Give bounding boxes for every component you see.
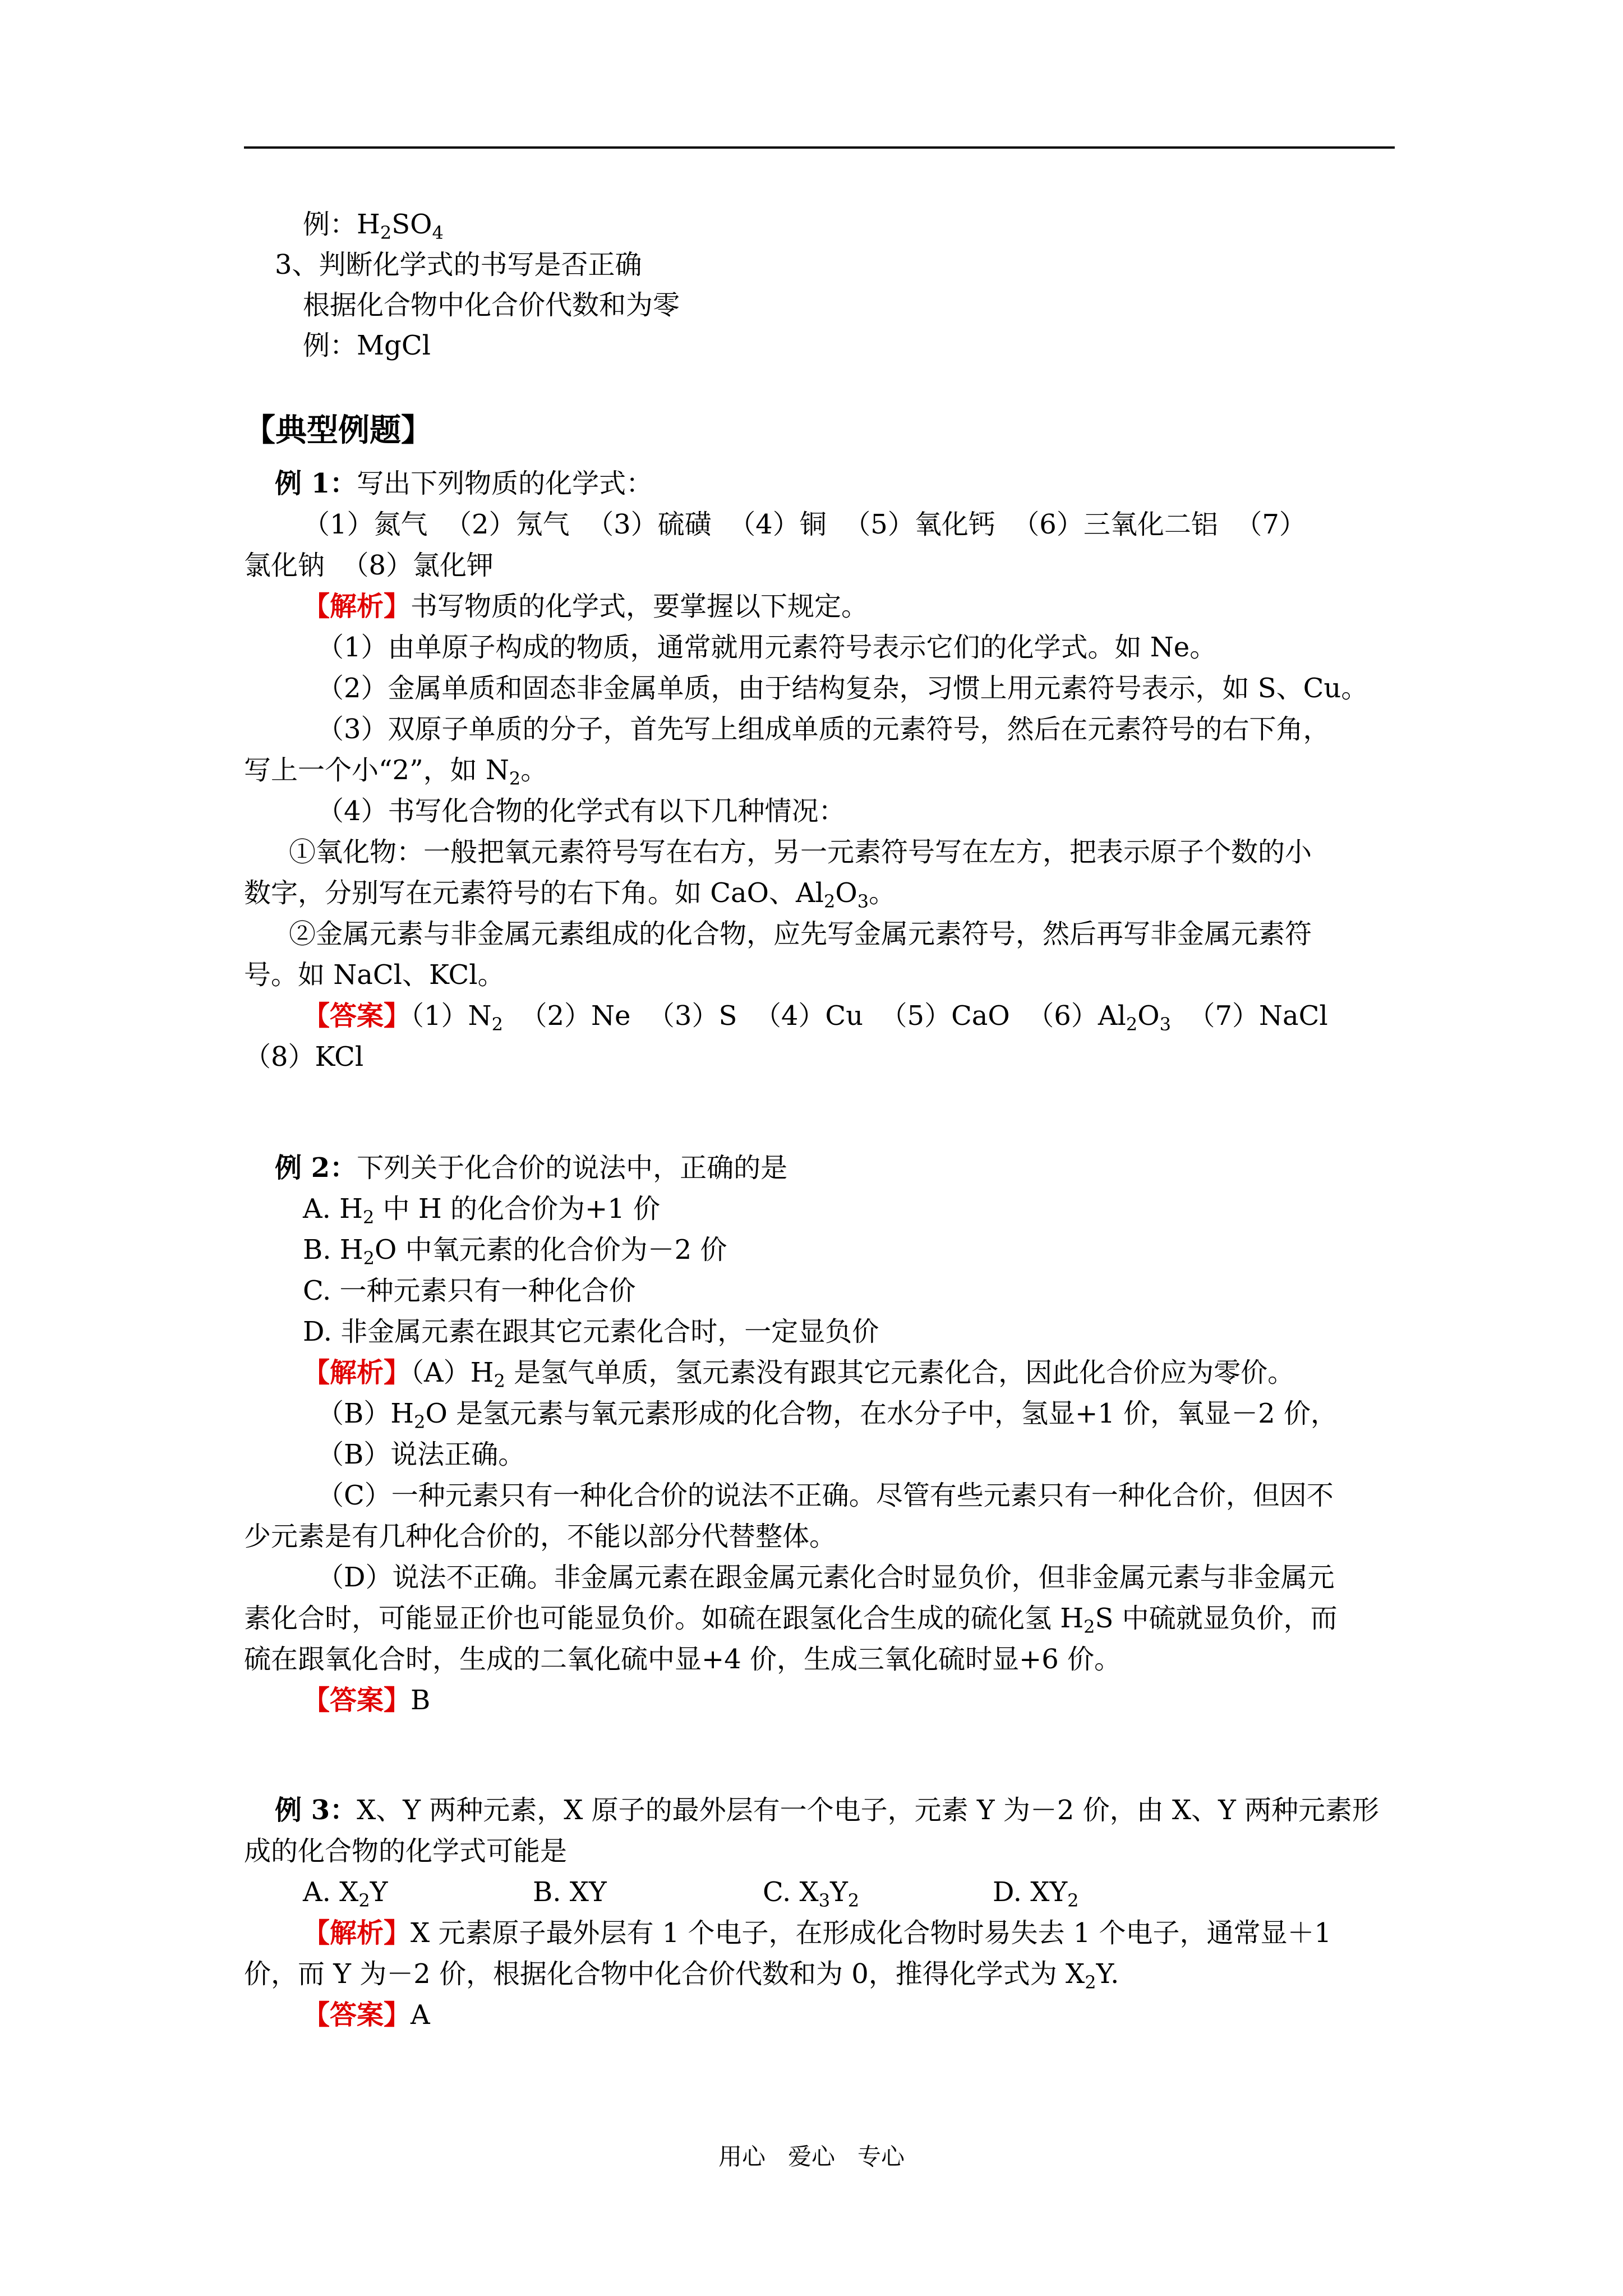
ex2-option-d: D. 非金属元素在跟其它元素化合时，一定显负价 bbox=[303, 1316, 879, 1347]
rule-text: 根据化合物中化合价代数和为零 bbox=[303, 289, 680, 321]
ex2-question: 例 2：下列关于化合价的说法中，正确的是 bbox=[275, 1152, 788, 1184]
ex1-answer: 【答案】$(1)N_2$ （2）Ne （3）S （4）Cu （5）CaO $(6)Al_2O_3$ （7）NaCl bbox=[303, 1000, 1328, 1035]
ex2-option-b: B. $H_2O$ 中氧元素的化合价为－2 价 bbox=[303, 1234, 727, 1269]
header-rule bbox=[244, 146, 1395, 149]
ex3-option-c: C. $X_3Y_2$ bbox=[763, 1876, 860, 1911]
ex1-p5: ①氧化物：一般把氧元素符号写在右方，另一元素符号写在左方，把表示原子个数的小 bbox=[289, 836, 1312, 868]
ex2-analysis-a: 【解析】$(A)H_2$ 是氢气单质，氢元素没有跟其它元素化合，因此化合价应为零价。 bbox=[303, 1357, 1295, 1392]
ex1-p5-cont: 数字，分别写在元素符号的右下角。如 CaO、$Al_2O_3$。 bbox=[244, 877, 896, 912]
ex2-option-a: A. $H_2$ 中 H 的化合价为+1 价 bbox=[303, 1193, 661, 1228]
ex2-analysis-d-cont: 素化合时，可能显正价也可能显负价。如硫在跟氢化合生成的硫化氢 $H_2S$ 中硫就显负价，而 bbox=[244, 1603, 1338, 1637]
item-3: 3、判断化学式的书写是否正确 bbox=[275, 249, 642, 280]
ex1-p6: ②金属元素与非金属元素组成的化合物，应先写金属元素符号，然后再写非金属元素符 bbox=[289, 918, 1312, 950]
ex2-analysis-d: （D）说法不正确。非金属元素在跟金属元素化合时显负价，但非金属元素与非金属元 bbox=[317, 1562, 1335, 1593]
ex3-analysis-cont: 价，而 Y 为－2 价，根据化合物中化合价代数和为 0，推得化学式为 $X_2Y$. bbox=[244, 1958, 1119, 1993]
ex3-option-d: D. $XY_2$ bbox=[993, 1876, 1079, 1911]
ex2-option-c: C. 一种元素只有一种化合价 bbox=[303, 1275, 636, 1306]
ex2-analysis-b: $(B)H_2O$ 是氢元素与氧元素形成的化合物，在水分子中，氢显+1 价，氧显－2 价， bbox=[317, 1398, 1338, 1433]
ex1-p6-cont: 号。如 NaCl、KCl。 bbox=[244, 959, 505, 991]
ex3-analysis: 【解析】X 元素原子最外层有 1 个电子，在形成化合物时易失去 1 个电子，通常显＋1 bbox=[303, 1917, 1332, 1949]
ex1-analysis: 【解析】书写物质的化学式，要掌握以下规定。 bbox=[303, 591, 869, 622]
ex1-answer-cont: （8）KCl bbox=[244, 1041, 364, 1073]
ex1-p1: （1）由单原子构成的物质，通常就用元素符号表示它们的化学式。如 Ne。 bbox=[317, 632, 1217, 663]
ex3-option-a: A. $X_2Y$ bbox=[303, 1876, 388, 1911]
ex2-analysis-c: （C）一种元素只有一种化合价的说法不正确。尽管有些元素只有一种化合价，但因不 bbox=[317, 1480, 1334, 1511]
ex3-question-cont: 成的化合物的化学式可能是 bbox=[244, 1835, 568, 1867]
ex1-p3-cont: 写上一个小“2”，如 $N_2$。 bbox=[244, 754, 548, 789]
ex2-answer: 【答案】B bbox=[303, 1685, 431, 1716]
page-footer: 用心 爱心 专心 bbox=[718, 2143, 905, 2170]
ex3-option-b: B. XY bbox=[533, 1876, 607, 1908]
example-h2so4: 例：$H_2SO_4$ bbox=[303, 209, 444, 243]
ex1-items: （1）氮气 （2）氖气 （3）硫磺 （4）铜 （5）氧化钙 （6）三氧化二铝 （7） bbox=[303, 509, 1306, 540]
ex1-items-cont: 氯化钠 （8）氯化钾 bbox=[244, 550, 494, 581]
ex1-p2: （2）金属单质和固态非金属单质，由于结构复杂，习惯上用元素符号表示，如 S、Cu。 bbox=[317, 673, 1368, 704]
section-title: 【典型例题】 bbox=[244, 412, 432, 449]
ex2-analysis-c-cont: 少元素是有几种化合价的，不能以部分代替整体。 bbox=[244, 1521, 837, 1552]
ex3-answer: 【答案】A bbox=[303, 1999, 430, 2031]
ex2-analysis-b-cont: （B）说法正确。 bbox=[317, 1439, 525, 1470]
example-mgcl: 例：MgCl bbox=[303, 330, 431, 361]
ex3-question: 例 3：X、Y 两种元素，X 原子的最外层有一个电子，元素 Y 为－2 价，由 X、Y 两种元素形 bbox=[275, 1795, 1380, 1826]
ex1-p4: （4）书写化合物的化学式有以下几种情况： bbox=[317, 795, 846, 827]
ex1-question: 例 1：写出下列物质的化学式： bbox=[275, 468, 653, 499]
ex2-analysis-d-end: 硫在跟氧化合时，生成的二氧化硫中显+4 价，生成三氧化硫时显+6 价。 bbox=[244, 1644, 1122, 1675]
ex1-p3: （3）双原子单质的分子，首先写上组成单质的元素符号，然后在元素符号的右下角， bbox=[317, 714, 1330, 745]
